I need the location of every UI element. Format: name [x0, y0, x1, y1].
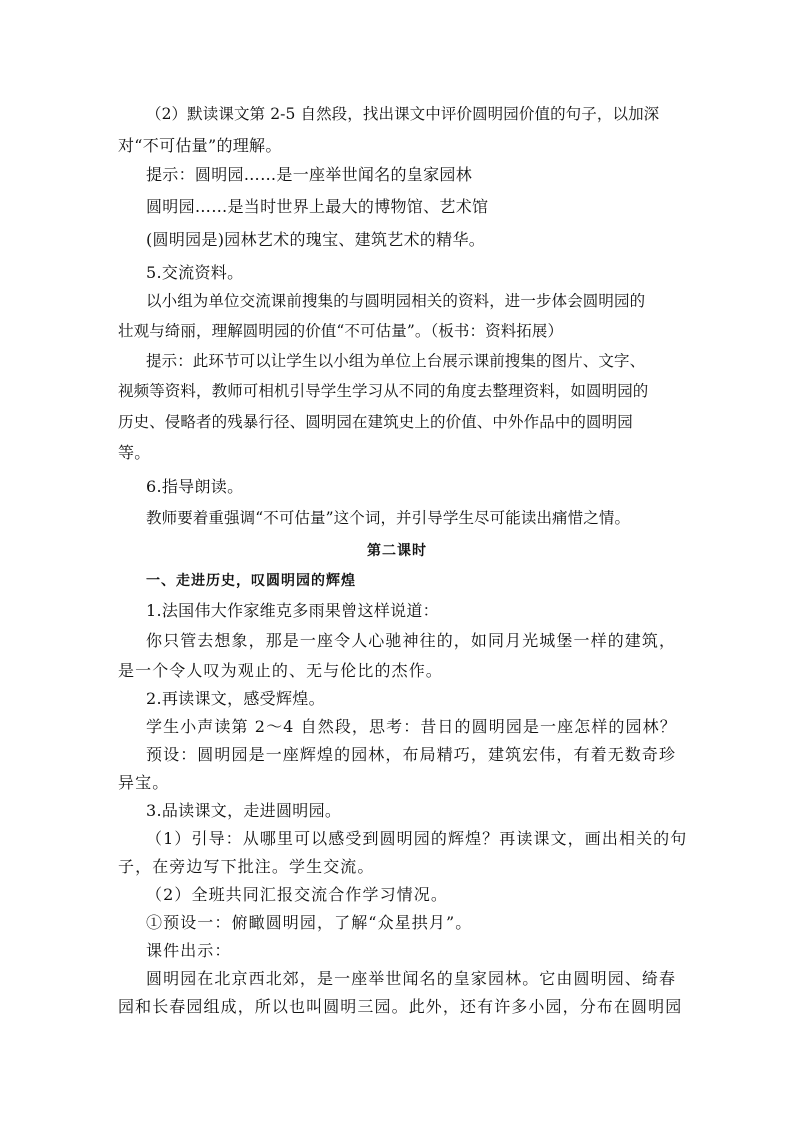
paragraph-line: 预设：圆明园是一座辉煌的园林，布局精巧，建筑宏伟，有着无数奇珍: [146, 745, 677, 764]
lesson-heading: 第二课时: [367, 543, 427, 559]
paragraph-line: 圆明园在北京西北郊，是一座举世闻名的皇家园林。它由圆明园、绮春: [146, 969, 677, 988]
paragraph-line: （2）默读课文第 2-5 自然段，找出课文中评价圆明园价值的句子，以加深: [146, 105, 660, 123]
paragraph-line: 园和长春园组成，所以也叫圆明三园。此外，还有许多小园，分布在圆明园: [118, 997, 683, 1016]
paragraph-line: （2）全班共同汇报交流合作学习情况。: [146, 885, 448, 904]
section-number: 2.再读课文，感受辉煌。: [146, 689, 325, 708]
quote-line: 是一个令人叹为观止的、无与伦比的杰作。: [118, 661, 443, 680]
section-heading: 一、走进历史，叹圆明园的辉煌: [146, 573, 356, 589]
paragraph-line: (圆明园是)园林艺术的瑰宝、建筑艺术的精华。: [146, 230, 486, 249]
paragraph-line: 教师要着重强调“不可估量”这个词，并引导学生尽可能读出痛惜之情。: [146, 509, 631, 527]
paragraph-line: 子，在旁边写下批注。学生交流。: [118, 857, 375, 876]
paragraph-line: 异宝。: [118, 773, 170, 792]
paragraph-line: 圆明园……是当时世界上最大的博物馆、艺术馆: [146, 197, 489, 216]
paragraph-line: 以小组为单位交流课前搜集的与圆明园相关的资料，进一步体会圆明园的: [146, 292, 646, 310]
paragraph-line: 提示：圆明园……是一座举世闻名的皇家园林: [146, 165, 473, 184]
section-number: 6.指导朗读。: [146, 477, 244, 496]
paragraph-line: 等。: [118, 443, 151, 462]
paragraph-line: 壮观与绮丽，理解圆明园的价值“不可估量”。（板书：资料拓展）: [118, 322, 564, 340]
paragraph-line: 提示：此环节可以让学生以小组为单位上台展示课前搜集的图片、文字、: [146, 352, 646, 370]
section-number: 5.交流资料。: [146, 263, 244, 282]
paragraph-line: 对“不可估量”的理解。: [118, 136, 282, 155]
section-number: 3.品读课文，走进圆明园。: [146, 801, 342, 820]
paragraph-line: 1.法国伟大作家维克多雨果曾这样说道：: [146, 601, 439, 620]
paragraph-line: 课件出示：: [146, 941, 232, 960]
quote-line: 你只管去想象，那是一座令人心驰神往的，如同月光城堡一样的建筑，: [146, 631, 677, 650]
paragraph-line: 历史、侵略者的残暴行径、圆明园在建筑史上的价值、中外作品中的圆明园: [118, 413, 633, 431]
paragraph-line: 视频等资料，教师可相机引导学生学习从不同的角度去整理资料，如圆明园的: [118, 382, 649, 400]
paragraph-line: 学生小声读第 2～4 自然段，思考：昔日的圆明园是一座怎样的园林？: [146, 717, 677, 736]
paragraph-line: （1）引导：从哪里可以感受到圆明园的辉煌？再读课文，画出相关的句: [146, 829, 688, 848]
paragraph-line: ①预设一：俯瞰圆明园，了解“众星拱月”。: [146, 913, 473, 932]
